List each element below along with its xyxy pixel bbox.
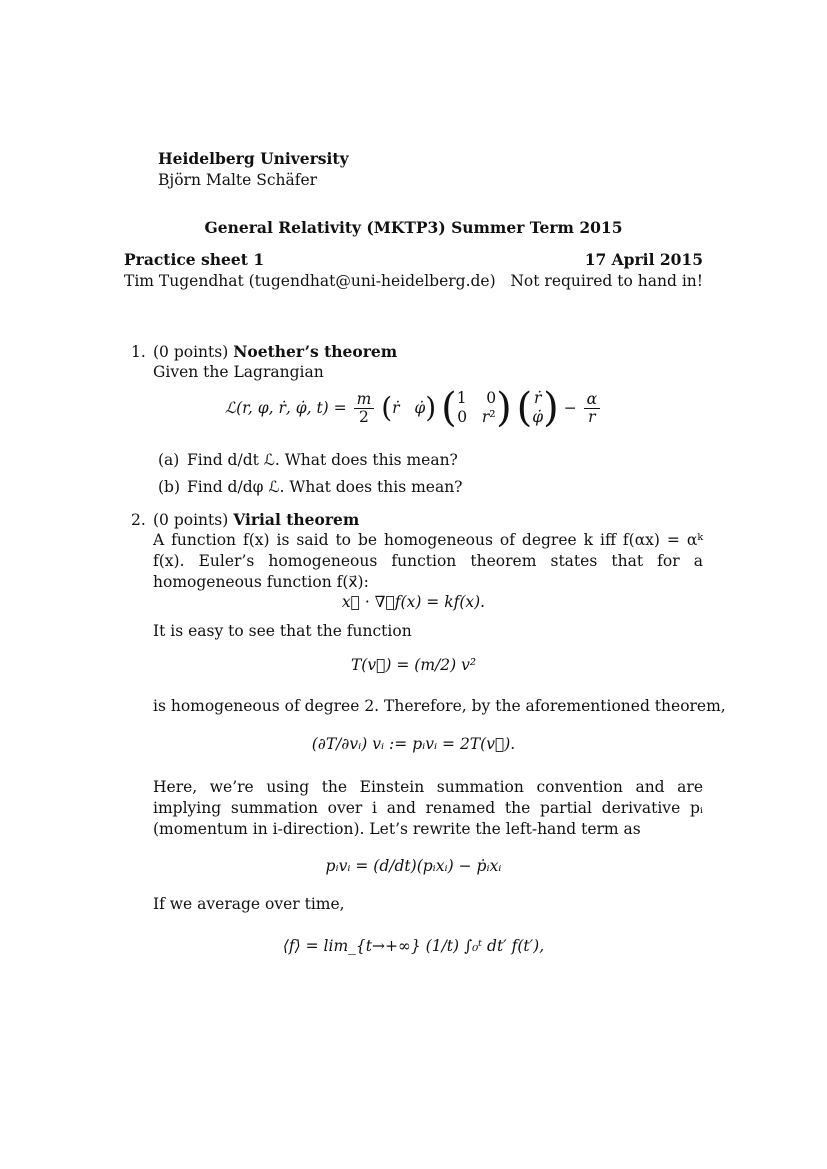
problem-1-number: 1. bbox=[131, 343, 146, 361]
problem-1-part-b: Find d/dφ ℒ. What does this mean? bbox=[187, 478, 463, 496]
hand-in-note: Not required to hand in! bbox=[510, 272, 703, 290]
euler-equation: x⃗ · ∇⃗f(x) = kf(x). bbox=[341, 593, 486, 611]
problem-1-part-a-label: (a) bbox=[158, 451, 180, 469]
euler-kinetic-equation: (∂T/∂vᵢ) vᵢ := pᵢvᵢ = 2T(v⃗). bbox=[311, 735, 516, 753]
problem-2-points: (0 points) bbox=[153, 511, 229, 529]
problem-2-heading bbox=[153, 510, 359, 530]
problem-1-part-b-label: (b) bbox=[158, 478, 181, 496]
problem-2-para-2: It is easy to see that the function bbox=[153, 622, 412, 640]
problem-1-part-a: Find d/dt ℒ. What does this mean? bbox=[187, 451, 458, 469]
problem-1-intro: Given the Lagrangian bbox=[153, 363, 324, 381]
lecturer-name: Björn Malte Schäfer bbox=[158, 171, 318, 189]
problem-2-para-4: Here, we’re using the Einstein summation convention and are implying summation over i and renamed the partial derivative pᵢ (momentum in i-direction). Let’s rewrite the left-hand term as bbox=[153, 778, 703, 838]
course-title: General Relativity (MKTP3) Summer Term 2015 bbox=[204, 218, 623, 237]
problem-2-para-1: A function f(x) is said to be homogeneous of degree k iff f(αx) = αᵏ f(x). Euler’s homogeneous function theorem states that for a homogeneous function f(x⃗): bbox=[153, 531, 703, 591]
tutor-contact: Tim Tugendhat (tugendhat@uni-heidelberg.de) bbox=[124, 272, 496, 290]
problem-2-title: Virial theorem bbox=[233, 510, 360, 529]
sheet-title: Practice sheet 1 bbox=[124, 250, 265, 269]
sheet-date: 17 April 2015 bbox=[584, 250, 703, 269]
problem-2-para-5: If we average over time, bbox=[153, 895, 345, 913]
problem-2-para-3: is homogeneous of degree 2. Therefore, by the aforementioned theorem, bbox=[153, 697, 726, 715]
lagrangian-equation: ℒ(r, φ, ṙ, φ̇, t) = $\frac{m}{2}$ (ṙ φ̇) ( 1 0 0 r² ) ( ṙ φ̇ ) − $\frac{\alpha}{r}$ bbox=[0, 388, 827, 438]
problem-1-points: (0 points) bbox=[153, 343, 229, 361]
time-average-equation: ⟨f⟩ = lim_{t→+∞} (1/t) ∫₀ᵗ dt′ f(t′), bbox=[282, 937, 545, 955]
problem-1-heading bbox=[153, 342, 397, 362]
problem-2-number: 2. bbox=[131, 511, 146, 529]
university-name: Heidelberg University bbox=[158, 149, 349, 168]
product-rule-equation: pᵢvᵢ = (d/dt)(pᵢxᵢ) − ṗᵢxᵢ bbox=[325, 857, 502, 875]
kinetic-energy-equation: T(v⃗) = (m/2) v² bbox=[350, 656, 477, 674]
problem-1-title: Noether’s theorem bbox=[233, 342, 398, 361]
